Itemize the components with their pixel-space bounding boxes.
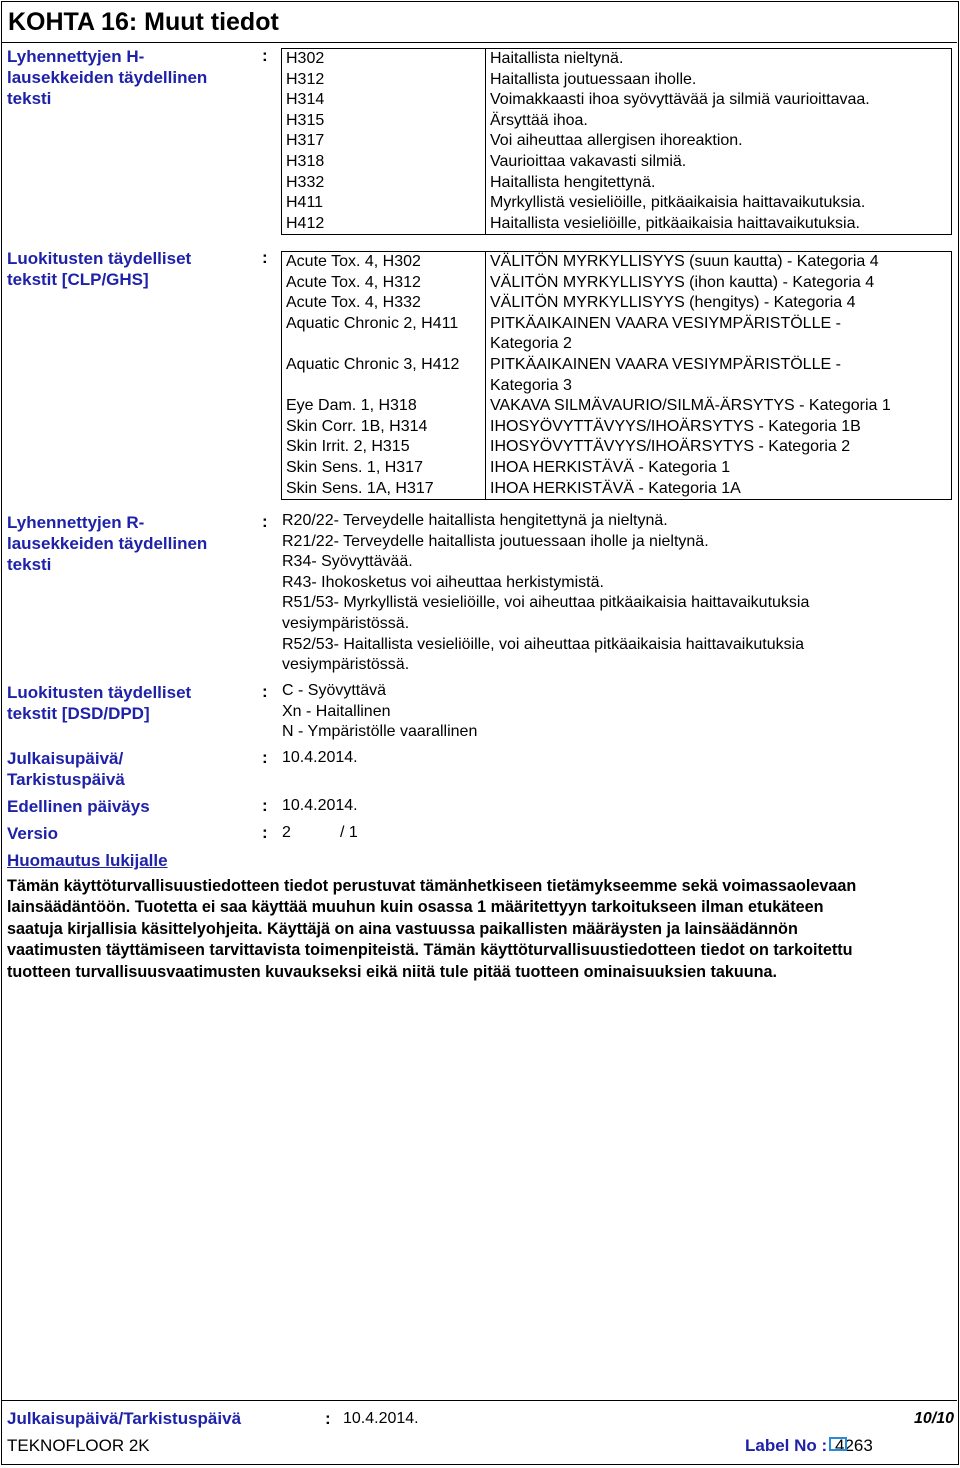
- text-cell: [486, 111, 952, 132]
- issue-date-label: [7, 748, 237, 790]
- text-cell: [486, 70, 952, 91]
- code-cell: Skin Corr. 1B, H314: [282, 417, 486, 438]
- table-row: [282, 458, 952, 479]
- text-line: Haitallista vesieliöille, pitkäaikaisia haittavaikutuksia.: [490, 214, 860, 232]
- r-line: vesiympäristössä.: [282, 614, 410, 632]
- notice-line: vaatimusten täyttämiseen tarvittavista toimenpiteistä. Tämän käyttöturvallisuustiedotteen tiedot on tarkoitettu: [7, 941, 853, 960]
- footer-date-label: Julkaisupäivä/Tarkistuspäivä: [7, 1409, 242, 1428]
- dsd-line: C - Syövyttävä: [282, 682, 387, 699]
- code-cell: H318: [282, 152, 486, 173]
- version-separator: / 1: [340, 824, 358, 841]
- code-cell: H312: [282, 70, 486, 91]
- h-statements-table: [281, 48, 952, 235]
- r-line: R20/22- Terveydelle haitallista hengitettynä ja nieltynä.: [282, 512, 668, 529]
- text-cell: [486, 252, 952, 273]
- r-statements-list: [282, 511, 809, 676]
- text-line: VÄLITÖN MYRKYLLISYYS (ihon kautta) - Kategoria 4: [490, 273, 875, 291]
- code-cell: H314: [282, 90, 486, 111]
- label-line: Luokitusten täydelliset: [7, 249, 192, 268]
- h-statements-label: [7, 46, 237, 109]
- table-row: [282, 173, 952, 194]
- table-row: [282, 417, 952, 438]
- code-cell: Skin Sens. 1A, H317: [282, 479, 486, 500]
- colon: :: [262, 682, 268, 701]
- label-line: Lyhennettyjen H-: [7, 47, 145, 66]
- text-cell: [486, 131, 952, 152]
- code-cell: Skin Irrit. 2, H315: [282, 437, 486, 458]
- text-cell: [486, 173, 952, 194]
- table-row: [282, 314, 952, 355]
- notice-body: [7, 876, 952, 983]
- text-cell: [486, 396, 952, 417]
- code-cell: H332: [282, 173, 486, 194]
- label-line: Tarkistuspäivä: [7, 770, 125, 789]
- text-line: Voimakkaasti ihoa syövyttävää ja silmiä vaurioittavaa.: [490, 91, 870, 109]
- table-row: [282, 437, 952, 458]
- text-cell: [486, 479, 952, 500]
- colon: :: [262, 823, 268, 842]
- label-line: teksti: [7, 555, 52, 574]
- r-statements-label: [7, 512, 237, 575]
- text-line: Haitallista nieltynä.: [490, 50, 624, 67]
- text-line: PITKÄAIKAINEN VAARA VESIYMPÄRISTÖLLE -: [490, 355, 841, 373]
- notice-line: tuotteen turvallisuusvaatimusten kuvaukseksi eikä niitä tule pitää tuotteen ominaisuuksien takuuna.: [7, 962, 778, 981]
- code-cell: H315: [282, 111, 486, 132]
- notice-title: Huomautus lukijalle: [7, 851, 168, 870]
- table-row: [282, 49, 952, 70]
- label-line: lausekkeiden täydellinen: [7, 68, 208, 87]
- table-row: [282, 252, 952, 273]
- code-cell: H412: [282, 214, 486, 235]
- colon: :: [262, 46, 268, 65]
- table-row: [282, 293, 952, 314]
- text-line: VAKAVA SILMÄVAURIO/SILMÄ-ÄRSYTYS - Kategoria 1: [490, 397, 891, 415]
- label-line: Lyhennettyjen R-: [7, 513, 145, 532]
- text-line: IHOA HERKISTÄVÄ - Kategoria 1: [490, 458, 731, 476]
- code-cell: Acute Tox. 4, H312: [282, 273, 486, 294]
- code-cell: Aquatic Chronic 2, H411: [282, 314, 486, 355]
- colon: :: [262, 512, 268, 531]
- text-cell: [486, 314, 952, 355]
- text-line: IHOA HERKISTÄVÄ - Kategoria 1A: [490, 479, 741, 497]
- text-cell: [486, 417, 952, 438]
- r-line: R43- Ihokosketus voi aiheuttaa herkistymistä.: [282, 573, 604, 591]
- table-row: [282, 273, 952, 294]
- code-cell: Aquatic Chronic 3, H412: [282, 355, 486, 396]
- text-cell: [486, 193, 952, 214]
- text-line: IHOSYÖVYTTÄVYYS/IHOÄRSYTYS - Kategoria 2: [490, 438, 851, 456]
- text-cell: [486, 355, 952, 396]
- label-line: tekstit [DSD/DPD]: [7, 704, 150, 723]
- code-cell: H302: [282, 49, 486, 70]
- clp-label: [7, 248, 237, 290]
- r-line: R21/22- Terveydelle haitallista joutuessaan iholle ja nieltynä.: [282, 532, 709, 550]
- section-title: KOHTA 16: Muut tiedot: [8, 8, 279, 36]
- version-value: 2: [282, 824, 291, 841]
- label-line: teksti: [7, 89, 52, 108]
- text-cell: [486, 152, 952, 173]
- footer-label-no-value: 4263: [835, 1436, 873, 1455]
- text-cell: [486, 90, 952, 111]
- label-line: lausekkeiden täydellinen: [7, 534, 208, 553]
- notice-line: lainsäädäntöön. Tuotetta ei saa käyttää muuhun kuin osassa 1 määritettyyn tarkoitukseen ilman etukäteen: [7, 898, 824, 917]
- footer-product-name: TEKNOFLOOR 2K: [7, 1436, 150, 1455]
- text-cell: [486, 293, 952, 314]
- table-row: [282, 355, 952, 396]
- label-line: Julkaisupäivä/: [7, 749, 124, 768]
- clp-table: [281, 251, 952, 500]
- code-cell: H317: [282, 131, 486, 152]
- notice-line: saatuja kirjallisia käsittelyohjeita. Käyttäjä on aina vastuussa paikallisten määräysten ja lainsäädännön: [7, 919, 798, 938]
- text-cell: [486, 214, 952, 235]
- dsd-list: [282, 681, 477, 743]
- previous-date-label: Edellinen päiväys: [7, 797, 150, 816]
- text-line: Myrkyllistä vesieliöille, pitkäaikaisia haittavaikutuksia.: [490, 194, 866, 212]
- code-cell: Acute Tox. 4, H302: [282, 252, 486, 273]
- code-cell: Eye Dam. 1, H318: [282, 396, 486, 417]
- r-line: R34- Syövyttävää.: [282, 553, 413, 571]
- text-line: Haitallista joutuessaan iholle.: [490, 70, 697, 88]
- table-row: [282, 479, 952, 500]
- previous-date-value: 10.4.2014.: [282, 797, 358, 814]
- text-line: PITKÄAIKAINEN VAARA VESIYMPÄRISTÖLLE -: [490, 314, 841, 332]
- text-cell: [486, 458, 952, 479]
- text-cell: [486, 437, 952, 458]
- text-line: VÄLITÖN MYRKYLLISYYS (hengitys) - Kategoria 4: [490, 294, 856, 312]
- label-line: Luokitusten täydelliset: [7, 683, 192, 702]
- dsd-label: [7, 682, 237, 724]
- text-cell: [486, 273, 952, 294]
- label-icon: [829, 1437, 847, 1451]
- colon: :: [262, 796, 268, 815]
- text-line: Kategoria 3: [490, 376, 572, 394]
- code-cell: Acute Tox. 4, H332: [282, 293, 486, 314]
- code-cell: Skin Sens. 1, H317: [282, 458, 486, 479]
- colon: :: [262, 748, 268, 767]
- code-cell: H411: [282, 193, 486, 214]
- text-line: IHOSYÖVYTTÄVYYS/IHOÄRSYTYS - Kategoria 1B: [490, 417, 861, 435]
- text-line: Haitallista hengitettynä.: [490, 173, 656, 191]
- label-line: tekstit [CLP/GHS]: [7, 270, 149, 289]
- footer-page-number: 10/10: [913, 1410, 954, 1427]
- table-row: [282, 214, 952, 235]
- dsd-line: N - Ympäristölle vaarallinen: [282, 723, 478, 741]
- section-header: [2, 2, 957, 43]
- text-cell: [486, 49, 952, 70]
- colon: :: [262, 248, 268, 267]
- text-line: VÄLITÖN MYRKYLLISYYS (suun kautta) - Kategoria 4: [490, 253, 879, 270]
- table-row: [282, 193, 952, 214]
- colon: :: [325, 1409, 331, 1428]
- footer-divider: [2, 1400, 957, 1401]
- text-line: Vaurioittaa vakavasti silmiä.: [490, 152, 687, 170]
- table-row: [282, 396, 952, 417]
- table-row: [282, 152, 952, 173]
- footer-label-no-label: Label No :: [745, 1436, 828, 1455]
- r-line: R51/53- Myrkyllistä vesieliöille, voi aiheuttaa pitkäaikaisia haittavaikutuksia: [282, 594, 810, 612]
- footer-date-value: 10.4.2014.: [343, 1410, 419, 1427]
- issue-date-value: 10.4.2014.: [282, 749, 358, 766]
- table-row: [282, 111, 952, 132]
- table-row: [282, 70, 952, 91]
- text-line: Ärsyttää ihoa.: [490, 111, 588, 129]
- text-line: Voi aiheuttaa allergisen ihoreaktion.: [490, 132, 743, 150]
- r-line: vesiympäristössä.: [282, 656, 410, 674]
- dsd-line: Xn - Haitallinen: [282, 702, 391, 720]
- r-line: R52/53- Haitallista vesieliöille, voi aiheuttaa pitkäaikaisia haittavaikutuksia: [282, 635, 805, 653]
- text-line: Kategoria 2: [490, 335, 572, 353]
- notice-line: Tämän käyttöturvallisuustiedotteen tiedot perustuvat tämänhetkiseen tietämykseemme sekä voimassaolevaan: [7, 877, 857, 895]
- version-label: Versio: [7, 824, 59, 843]
- table-row: [282, 90, 952, 111]
- table-row: [282, 131, 952, 152]
